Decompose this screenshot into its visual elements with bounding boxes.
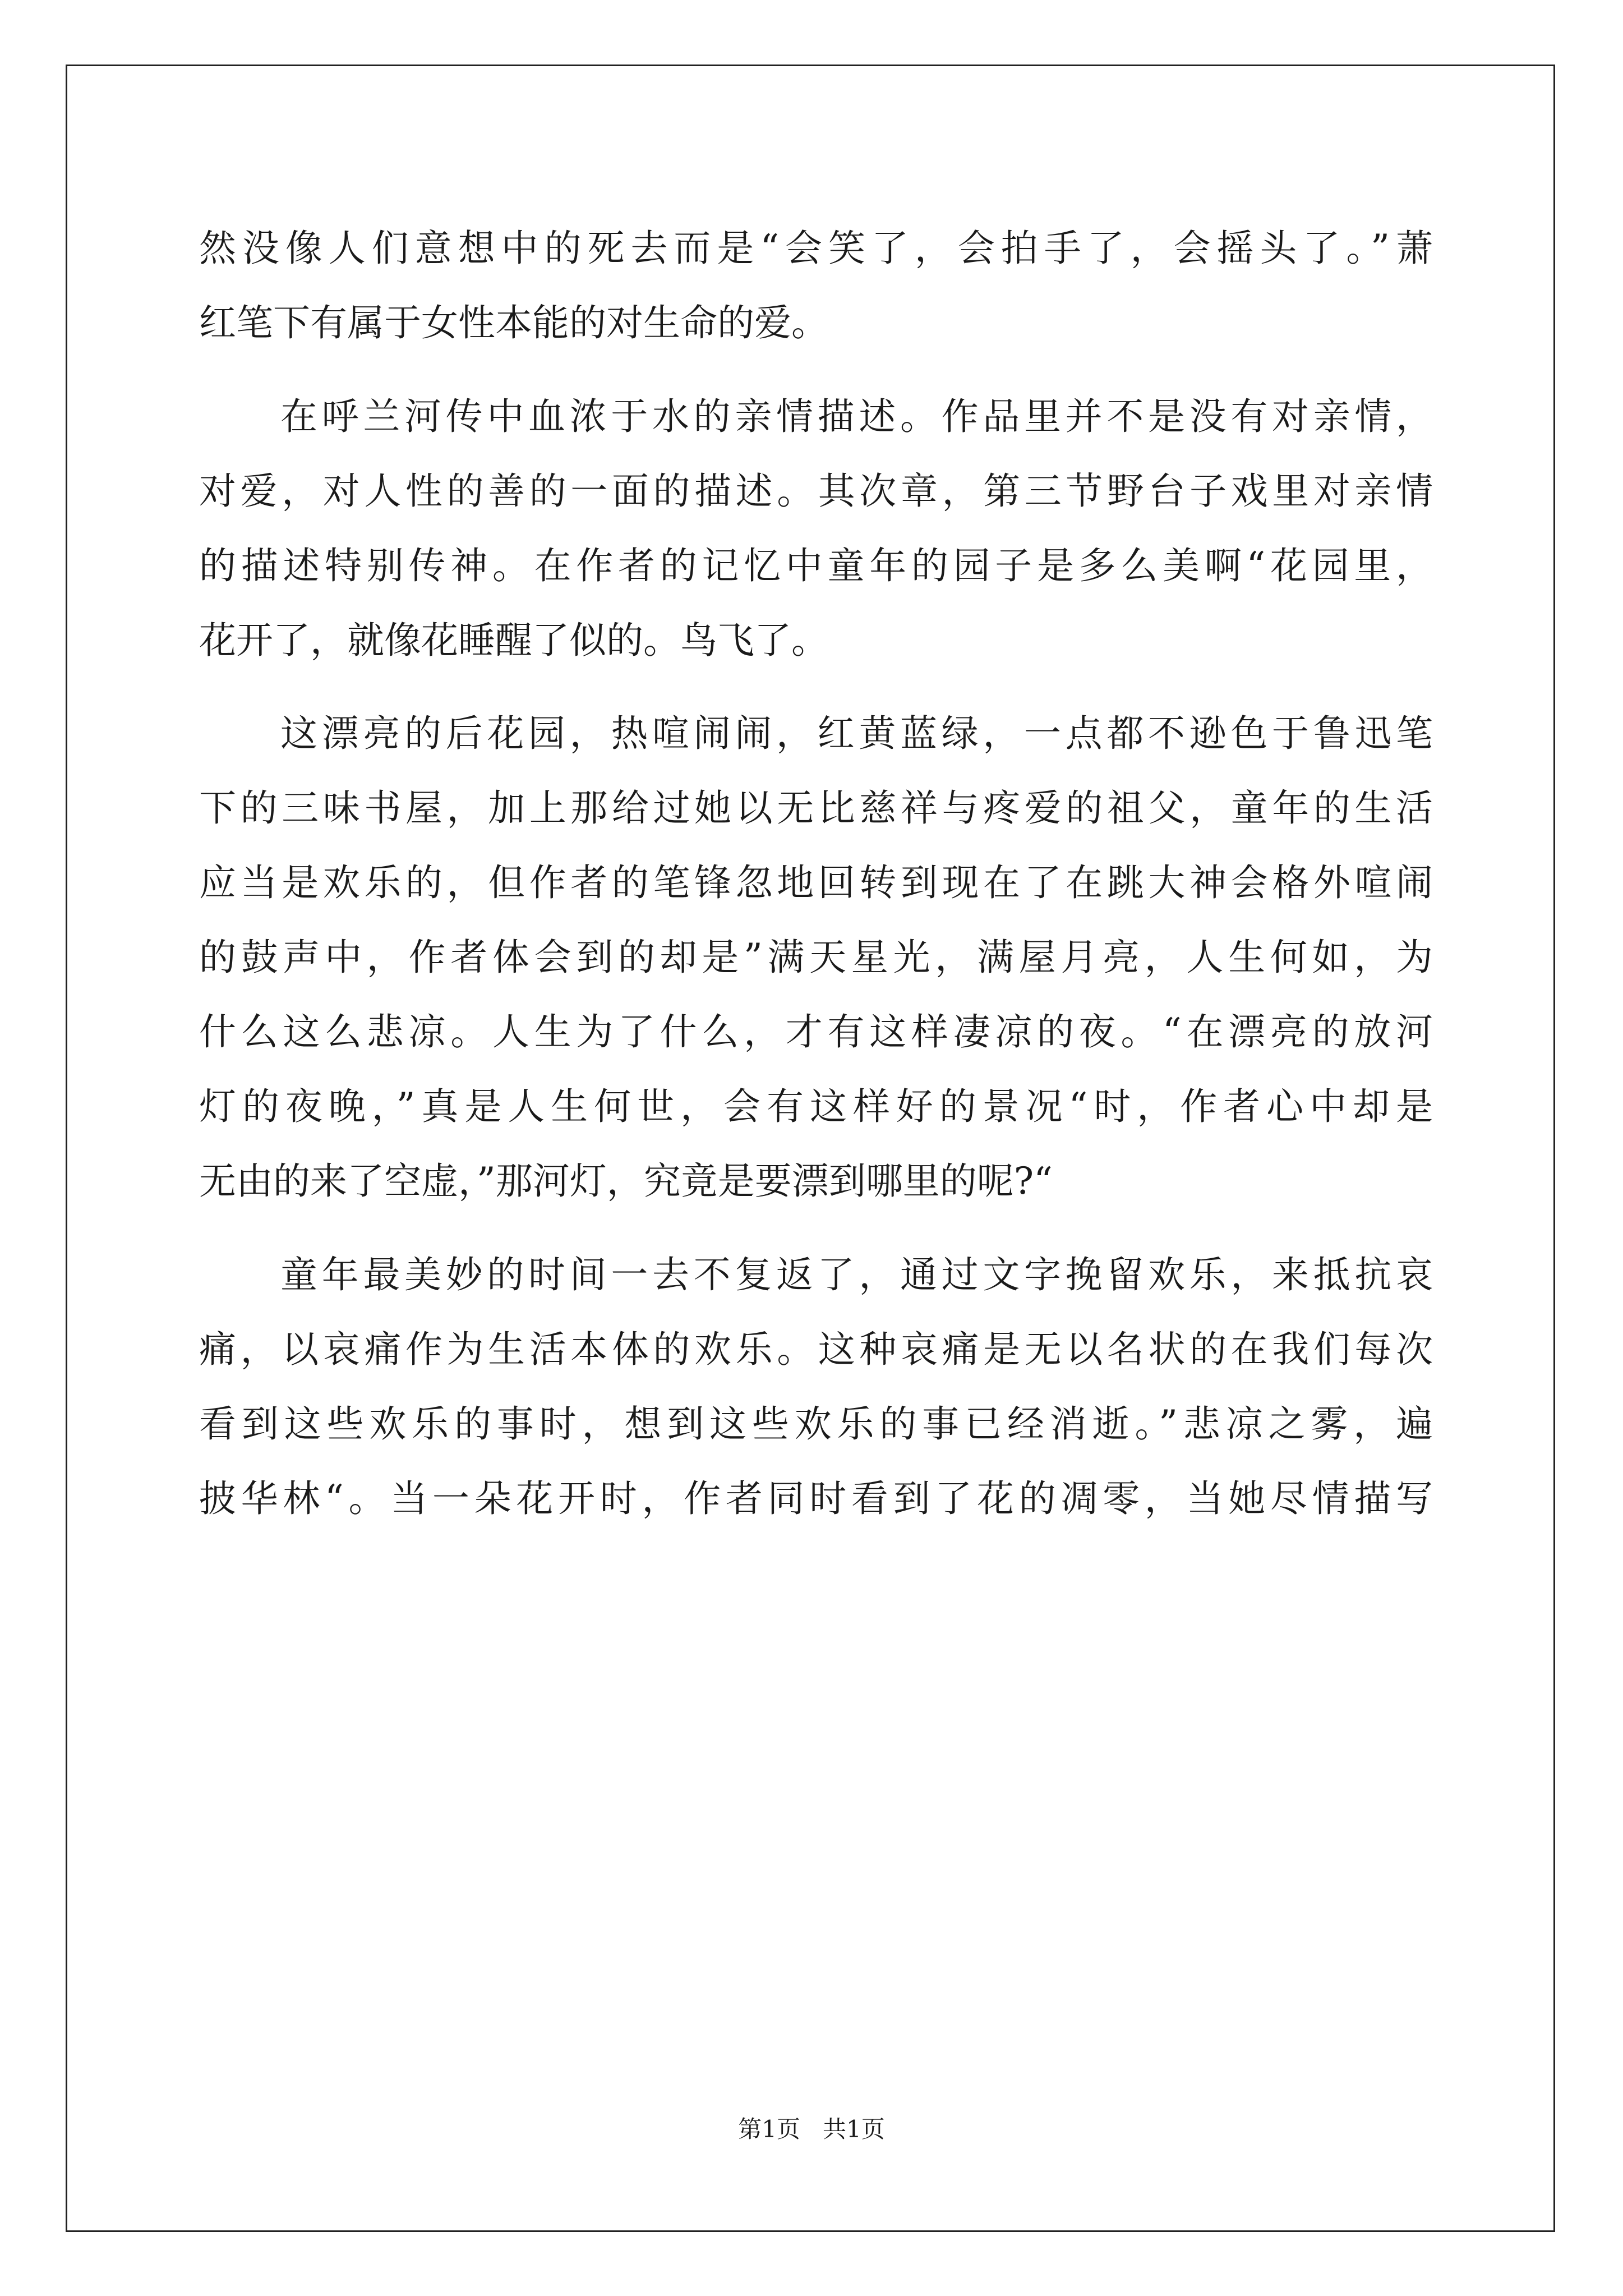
text-line: 花开了，就像花睡醒了似的。鸟飞了。 (199, 619, 828, 662)
text-line: 的鼓声中，作者体会到的却是”满天星光，满屋月亮，人生何如，为 (199, 936, 1433, 979)
text-line: 痛，以哀痛作为生活本体的欢乐。这种哀痛是无以名状的在我们每次 (199, 1328, 1433, 1371)
text-line: 这漂亮的后花园，热喧闹闹，红黄蓝绿，一点都不逊色于鲁迅笔 (280, 712, 1433, 755)
text-line: 无由的来了空虚，”那河灯，究竟是要漂到哪里的呢?“ (199, 1159, 1053, 1203)
text-line: 红笔下有属于女性本能的对生命的爱。 (199, 301, 828, 344)
text-line: 灯的夜晚，”真是人生何世，会有这样好的景况“时，作者心中却是 (199, 1085, 1433, 1128)
text-line: 童年最美妙的时间一去不复返了，通过文字挽留欢乐，来抵抗哀 (280, 1253, 1433, 1296)
text-line: 应当是欢乐的，但作者的笔锋忽地回转到现在了在跳大神会格外喧闹 (199, 861, 1433, 904)
text-line: 看到这些欢乐的事时，想到这些欢乐的事已经消逝。”悲凉之雾，遍 (199, 1402, 1433, 1446)
text-line: 披华林“。当一朵花开时，作者同时看到了花的凋零，当她尽情描写 (199, 1477, 1433, 1520)
text-line: 下的三味书屋，加上那给过她以无比慈祥与疼爱的祖父，童年的生活 (199, 786, 1433, 830)
text-line: 然没像人们意想中的死去而是“会笑了，会拍手了，会摇头了。”萧 (199, 227, 1433, 270)
text-line: 对爱，对人性的善的一面的描述。其次章，第三节野台子戏里对亲情 (199, 470, 1433, 513)
page-border (66, 65, 1555, 2232)
text-line: 在呼兰河传中血浓于水的亲情描述。作品里并不是没有对亲情， (280, 395, 1433, 438)
text-line: 什么这么悲凉。人生为了什么，才有这样凄凉的夜。“在漂亮的放河 (199, 1010, 1433, 1053)
page-number-footer: 第1页 共1页 (738, 2115, 885, 2143)
text-line: 的描述特别传神。在作者的记忆中童年的园子是多么美啊“花园里， (199, 544, 1433, 587)
